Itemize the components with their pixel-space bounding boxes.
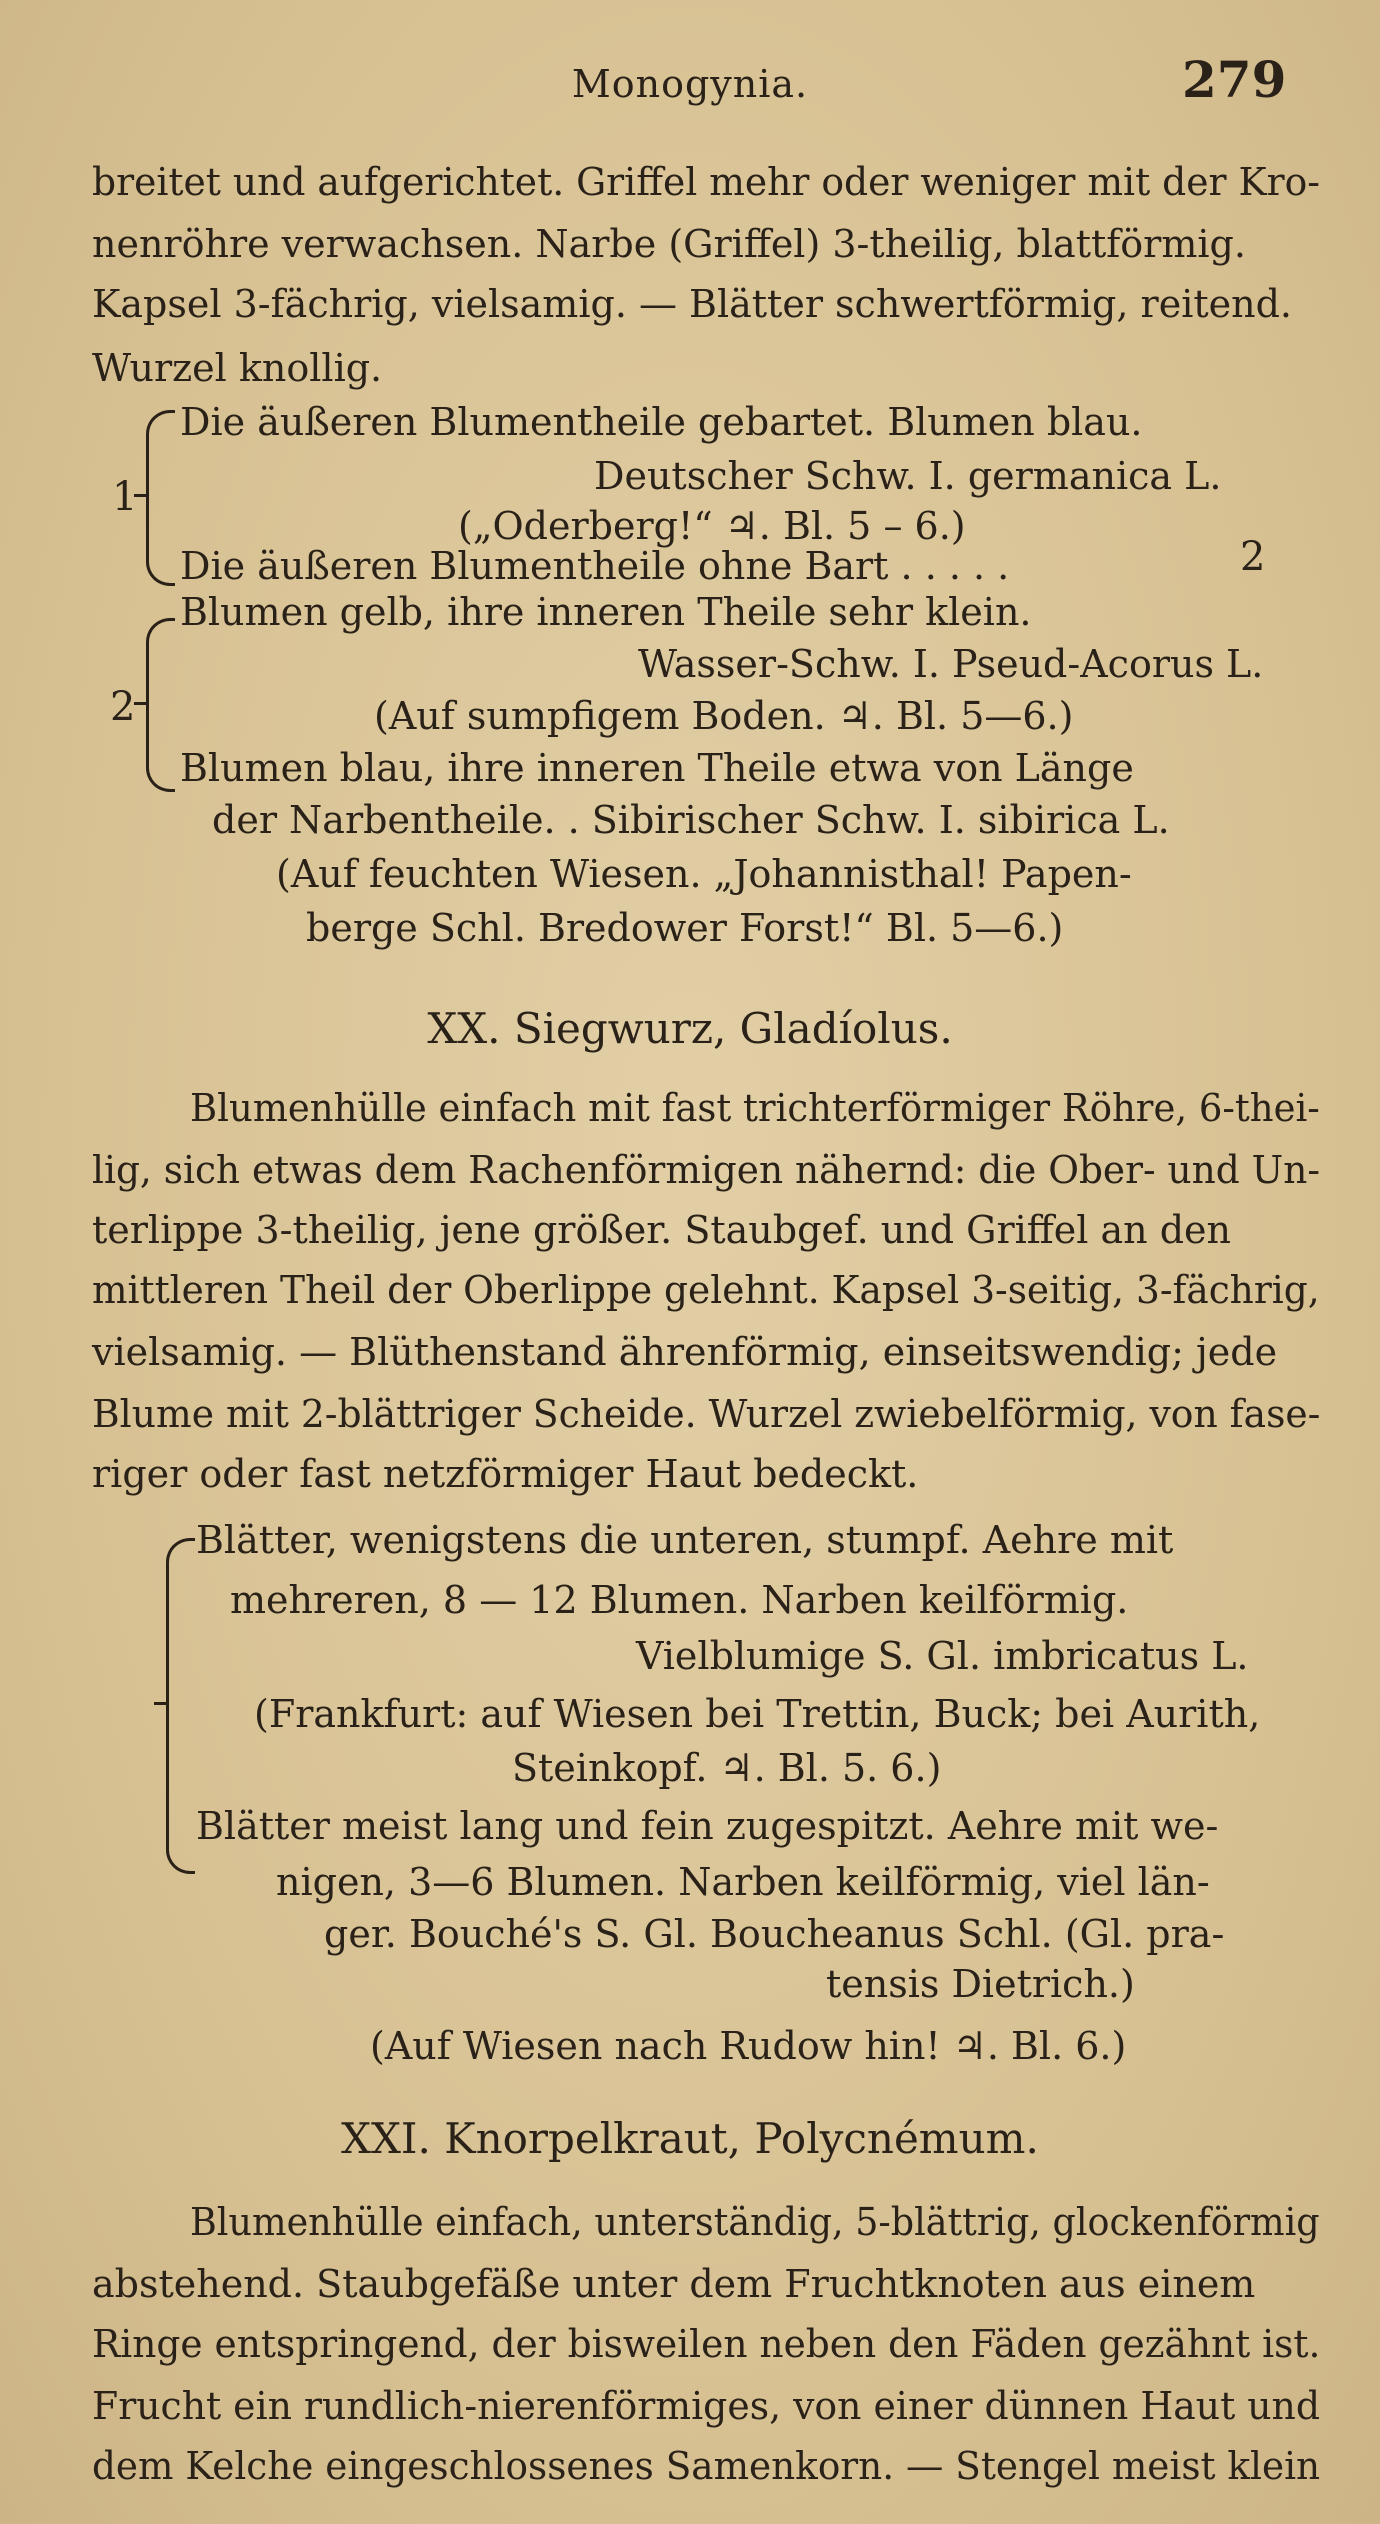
key-number: 2	[110, 684, 136, 730]
page-number: 279	[1182, 50, 1287, 109]
text-line: Ringe entspringend, der bisweilen neben den Fäden gezähnt ist.	[92, 2322, 1321, 2366]
key-line: tensis Dietrich.)	[826, 1962, 1135, 2006]
key-line: Vielblumige S. Gl. imbricatus L.	[636, 1634, 1249, 1678]
running-header: Monogynia.	[571, 62, 809, 106]
key-line: Blätter meist lang und fein zugespitzt. Aehre mit we-	[196, 1804, 1219, 1848]
key-line: (Auf sumpfigem Boden. ♃. Bl. 5—6.)	[374, 694, 1074, 738]
key-line: (Auf feuchten Wiesen. „Johannisthal! Papen-	[276, 852, 1132, 896]
section-heading: XX. Siegwurz, Gladíolus.	[427, 1004, 953, 1053]
key-brace-tip	[154, 1702, 168, 1705]
section-heading: XXI. Knorpelkraut, Polycnémum.	[341, 2114, 1039, 2163]
key-line: der Narbentheile. . Sibirischer Schw. I. sibirica L.	[212, 798, 1170, 842]
text-line: Kapsel 3-fächrig, vielsamig. — Blätter schwertförmig, reitend.	[92, 282, 1292, 326]
key-line: Blumen gelb, ihre inneren Theile sehr klein.	[180, 590, 1032, 634]
text-line: Wurzel knollig.	[92, 346, 383, 390]
text-line: mittleren Theil der Oberlippe gelehnt. Kapsel 3-seitig, 3-fächrig,	[92, 1268, 1320, 1312]
key-line: („Oderberg!“ ♃. Bl. 5 – 6.)	[458, 504, 966, 548]
text-line: Blumenhülle einfach, unterständig, 5-blättrig, glockenförmig	[190, 2200, 1320, 2244]
key-line: berge Schl. Bredower Forst!“ Bl. 5—6.)	[306, 906, 1064, 950]
key-brace-tip	[134, 702, 148, 705]
key-line: (Frankfurt: auf Wiesen bei Trettin, Buck; bei Aurith,	[254, 1692, 1261, 1736]
text-line: nenröhre verwachsen. Narbe (Griffel) 3-theilig, blattförmig.	[92, 222, 1246, 266]
key-line: Wasser-Schw. I. Pseud-Acorus L.	[638, 642, 1264, 686]
text-line: Blumenhülle einfach mit fast trichterförmiger Röhre, 6-thei-	[190, 1086, 1320, 1130]
text-line: lig, sich etwas dem Rachenförmigen nähernd: die Ober- und Un-	[92, 1148, 1321, 1192]
text-line: terlippe 3-theilig, jene größer. Staubgef. und Griffel an den	[92, 1208, 1232, 1252]
key-line: ger. Bouché's S. Gl. Boucheanus Schl. (Gl. pra-	[324, 1912, 1225, 1956]
key-line: Blätter, wenigstens die unteren, stumpf. Aehre mit	[196, 1518, 1174, 1562]
key-line: Deutscher Schw. I. germanica L.	[594, 454, 1222, 498]
key-line: (Auf Wiesen nach Rudow hin! ♃. Bl. 6.)	[370, 2024, 1127, 2068]
text-line: riger oder fast netzförmiger Haut bedeckt.	[92, 1452, 919, 1496]
key-reference-number: 2	[1240, 534, 1266, 580]
key-line: Steinkopf. ♃. Bl. 5. 6.)	[512, 1746, 942, 1790]
key-number: 1	[112, 474, 138, 520]
key-line: Die äußeren Blumentheile ohne Bart . . . . .	[180, 544, 1010, 588]
text-line: Frucht ein rundlich-nierenförmiges, von einer dünnen Haut und	[92, 2384, 1321, 2428]
key-line: mehreren, 8 — 12 Blumen. Narben keilförmig.	[230, 1578, 1129, 1622]
key-line: nigen, 3—6 Blumen. Narben keilförmig, viel län-	[276, 1860, 1210, 1904]
key-brace	[146, 618, 175, 792]
key-brace	[146, 410, 175, 586]
text-line: breitet und aufgerichtet. Griffel mehr oder weniger mit der Kro-	[92, 160, 1320, 204]
key-line: Die äußeren Blumentheile gebartet. Blumen blau.	[180, 400, 1143, 444]
text-line: Blume mit 2-blättriger Scheide. Wurzel zwiebelförmig, von fase-	[92, 1392, 1321, 1436]
key-line: Blumen blau, ihre inneren Theile etwa von Länge	[180, 746, 1134, 790]
text-line: abstehend. Staubgefäße unter dem Fruchtknoten aus einem	[92, 2262, 1256, 2306]
key-brace	[166, 1538, 195, 1874]
text-line: dem Kelche eingeschlossenes Samenkorn. — Stengel meist klein	[92, 2444, 1321, 2488]
text-line: vielsamig. — Blüthenstand ährenförmig, einseitswendig; jede	[92, 1330, 1278, 1374]
